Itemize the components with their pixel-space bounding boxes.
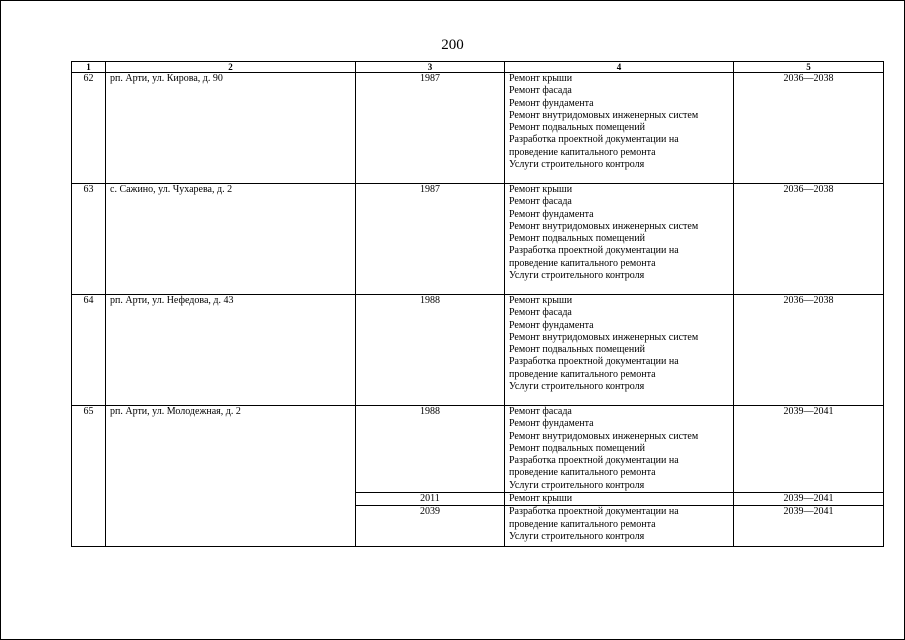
period-cell: 2039—2041 <box>734 406 884 493</box>
work-item: Ремонт крыши <box>509 493 573 505</box>
address-cell: рп. Арти, ул. Молодежная, д. 2 <box>106 406 356 547</box>
work-item: Ремонт подвальных помещений <box>509 344 645 356</box>
work-item: Разработка проектной документации на <box>509 455 679 467</box>
work-item: проведение капитального ремонта <box>509 467 656 479</box>
header-col-1: 1 <box>72 62 106 73</box>
table-row <box>72 406 884 493</box>
work-item: проведение капитального ремонта <box>509 146 656 158</box>
work-item: Ремонт фасада <box>509 196 572 208</box>
address-cell: рп. Арти, ул. Кирова, д. 90 <box>106 73 356 184</box>
year-cell: 1987 <box>356 184 505 295</box>
header-col-4: 4 <box>505 62 734 73</box>
work-item: Разработка проектной документации на <box>509 245 679 257</box>
period-cell: 2039—2041 <box>734 493 884 506</box>
period-cell: 2036—2038 <box>734 295 884 406</box>
year-cell: 2011 <box>356 493 505 506</box>
work-item: Ремонт подвальных помещений <box>509 233 645 245</box>
works-cell <box>505 184 734 295</box>
work-item: Ремонт крыши <box>509 295 573 306</box>
work-item: проведение капитального ремонта <box>509 368 656 380</box>
register-table <box>71 61 884 547</box>
work-item: Ремонт внутридомовых инженерных систем <box>509 430 699 442</box>
year-cell: 1988 <box>356 295 505 406</box>
period-cell: 2036—2038 <box>734 184 884 295</box>
header-col-3: 3 <box>356 62 505 73</box>
address-cell: рп. Арти, ул. Нефедова, д. 43 <box>106 295 356 406</box>
row-number: 64 <box>72 295 106 406</box>
work-item: Ремонт фундамента <box>509 418 594 430</box>
work-item: Ремонт подвальных помещений <box>509 442 645 454</box>
work-item: Ремонт крыши <box>509 73 573 84</box>
year-cell: 2039 <box>356 506 505 547</box>
work-item: Ремонт подвальных помещений <box>509 122 645 134</box>
work-item: Ремонт фасада <box>509 85 572 97</box>
work-item: Ремонт внутридомовых инженерных систем <box>509 109 699 121</box>
header-col-2: 2 <box>106 62 356 73</box>
work-item: Ремонт фасада <box>509 406 572 417</box>
work-item: Разработка проектной документации на <box>509 506 679 518</box>
work-item: проведение капитального ремонта <box>509 518 656 530</box>
work-item: Услуги строительного контроля <box>509 479 645 491</box>
work-item: Ремонт фундамента <box>509 97 594 109</box>
work-item: Ремонт внутридомовых инженерных систем <box>509 220 699 232</box>
work-item: Ремонт фундамента <box>509 208 594 220</box>
row-number: 62 <box>72 73 106 184</box>
work-item: Ремонт фасада <box>509 307 572 319</box>
address-cell: с. Сажино, ул. Чухарева, д. 2 <box>106 184 356 295</box>
work-item: Услуги строительного контроля <box>509 530 645 542</box>
year-cell: 1988 <box>356 406 505 493</box>
works-cell <box>505 506 734 547</box>
table-row <box>72 73 884 184</box>
work-item: Разработка проектной документации на <box>509 356 679 368</box>
page-number: 200 <box>441 37 464 53</box>
work-item: Услуги строительного контроля <box>509 270 645 282</box>
work-item: Услуги строительного контроля <box>509 159 645 171</box>
work-item: Ремонт крыши <box>509 184 573 195</box>
work-item: Услуги строительного контроля <box>509 381 645 393</box>
works-cell <box>505 406 734 493</box>
table-row <box>72 184 884 295</box>
work-item: Разработка проектной документации на <box>509 134 679 146</box>
period-cell: 2036—2038 <box>734 73 884 184</box>
row-number: 65 <box>72 406 106 547</box>
works-cell <box>505 295 734 406</box>
table-header-row <box>72 62 884 73</box>
year-cell: 1987 <box>356 73 505 184</box>
period-cell: 2039—2041 <box>734 506 884 547</box>
row-number: 63 <box>72 184 106 295</box>
works-cell <box>505 493 734 506</box>
work-item: проведение капитального ремонта <box>509 257 656 269</box>
work-item: Ремонт внутридомовых инженерных систем <box>509 331 699 343</box>
header-col-5: 5 <box>734 62 884 73</box>
work-item: Ремонт фундамента <box>509 319 594 331</box>
works-cell <box>505 73 734 184</box>
table-row <box>72 295 884 406</box>
